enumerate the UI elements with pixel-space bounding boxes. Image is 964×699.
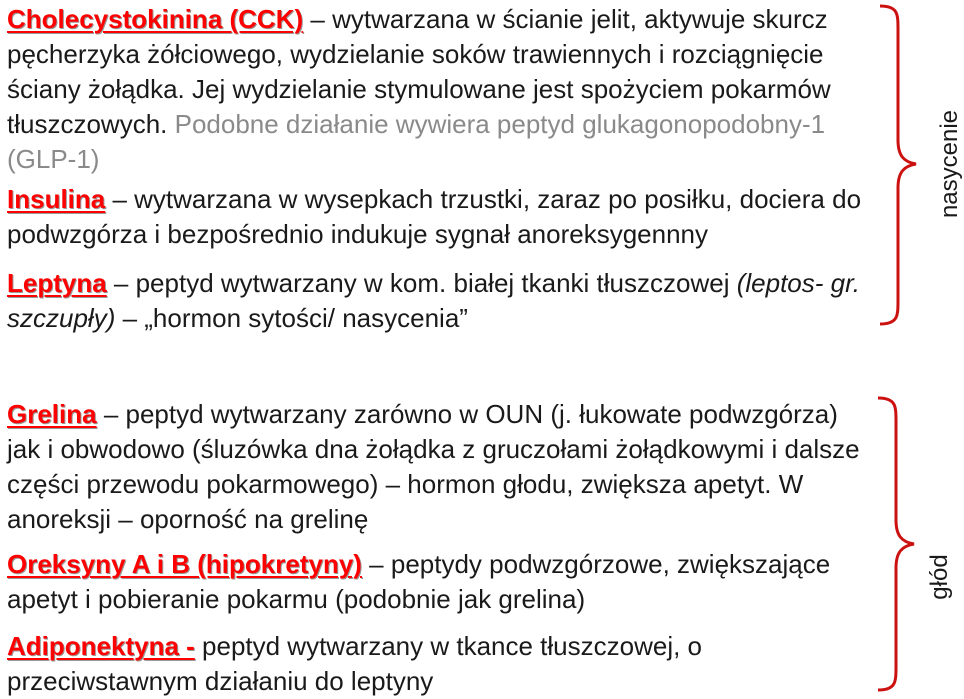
satiety-brace: [880, 6, 916, 324]
hunger-brace: [878, 398, 914, 690]
adiponectin-text: peptyd wytwarzany w tkance tłuszczowej, o przeciwstawnym działaniu do leptyny: [7, 631, 703, 696]
insulin-term: Insulina: [7, 184, 106, 214]
ghrelin-text: – peptyd wytwarzany zarówno w OUN (j. łukowate podwzgórza) jak i obwodowo (śluzówka dna żołądka z gruczołami żołądkowymi i dalsze części przewodu pokarmowego) – hormon głodu, zwiększa apetyt. W anoreksji – oporność na grelinę: [7, 399, 860, 534]
leptin-text: – peptyd wytwarzany w kom. białej tkanki tłuszczowej: [106, 268, 737, 298]
satiety-label: nasycenie: [936, 109, 963, 219]
ghrelin-term: Grelina: [7, 399, 97, 429]
adiponectin-term: Adiponektyna -: [7, 631, 195, 661]
glp1-note: Podobne działanie wywiera peptyd glukagonopodobny-1 (GLP-1): [7, 109, 826, 174]
cck-term: Cholecystokinina (CCK): [7, 4, 304, 34]
leptin-term: Leptyna: [7, 268, 107, 298]
leptin-text-end: – „hormon sytości/ nasycenia”: [115, 303, 468, 333]
hunger-label: głód: [926, 554, 953, 600]
orexin-term: Oreksyny A i B (hipokretyny): [7, 549, 362, 579]
orexin-text: – peptydy podwzgórzowe, zwiększające apetyt i pobieranie pokarmu (podobnie jak grelina): [7, 549, 831, 614]
leptin-etymology: (leptos- gr. szczupły): [7, 268, 861, 333]
cck-text: – wytwarzana w ścianie jelit, aktywuje skurcz pęcherzyka żółciowego, wydzielanie soków trawiennych i rozciągnięcie ściany żołądka. Jej wydzielanie stymulowane jest spożyciem pokarmów tłuszczowych.: [7, 4, 831, 139]
insulin-text: – wytwarzana w wysepkach trzustki, zaraz po posiłku, dociera do podwzgórza i bezpośrednio indukuje sygnał anoreksygennny: [7, 184, 862, 249]
